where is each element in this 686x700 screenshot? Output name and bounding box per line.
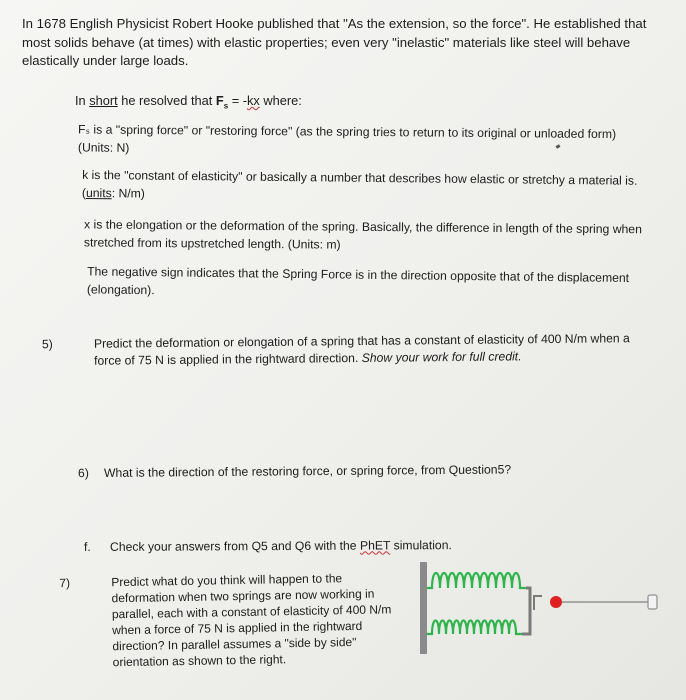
in-short-middle: he resolved that xyxy=(117,93,216,108)
check-answers-item xyxy=(84,537,484,556)
formula-lhs: $F_s$ xyxy=(215,93,229,111)
q6-text: What is the direction of the restoring force, or spring force, from Question5? xyxy=(103,462,512,480)
def-elongation-x: x is the elongation or the deformation of the spring. Basically, the difference in length of the spring when stretched from its upstretched length. (Units: m) xyxy=(83,217,642,252)
rod-handle[interactable] xyxy=(648,595,657,609)
q7-number: 7) xyxy=(59,575,71,591)
f-label: f. xyxy=(83,540,91,555)
fs-text: Fₛ is a "spring force" or "restoring force" (as the spring tries to return to its original or unloaded form) xyxy=(78,122,617,142)
question-5 xyxy=(41,330,648,370)
formula-eq: = - xyxy=(228,93,247,108)
parallel-springs-diagram xyxy=(418,558,668,658)
question-7 xyxy=(59,569,397,670)
f-text-before: Check your answers from Q5 and Q6 with the xyxy=(109,538,360,554)
in-short-statement xyxy=(75,92,302,116)
intro-paragraph: In 1678 English Physicist Robert Hooke published that "As the extension, so the force". He established that most solids behave (at times) with elastic properties; even very "inelastic" materials like steel will behave elastically under large loads. xyxy=(22,16,647,68)
q6-number: 6) xyxy=(77,466,89,481)
spring-top xyxy=(427,573,526,588)
k-text: k is the "constant of elasticity" or basically a number that describes how elastic or stretchy a material is. xyxy=(82,167,638,188)
pull-knob[interactable] xyxy=(550,596,562,608)
wall xyxy=(420,562,427,654)
in-short-suffix: where: xyxy=(259,93,302,108)
f-text-after: simulation. xyxy=(390,538,452,553)
def-constant-k xyxy=(82,167,672,208)
short-word: short xyxy=(89,93,118,108)
q5-number: 5) xyxy=(41,337,53,352)
q5-emphasis: Show your work for full credit. xyxy=(361,349,522,365)
k-units: (units: N/m) xyxy=(81,185,145,201)
def-spring-force xyxy=(78,121,668,161)
in-short-prefix: In xyxy=(75,93,90,108)
question-6 xyxy=(78,461,578,482)
spring-bottom xyxy=(427,621,522,635)
fs-units: (Units: N) xyxy=(77,139,130,155)
q7-text: Predict what do you think will happen to the deformation when two springs are now working in parallel, each with a constant of elasticity of 400 N/m when a force of 75 N is applied in the rightward direction? In parallel assumes a "side by side" orientation as shown to the right. xyxy=(111,571,392,670)
q5-text: Predict the deformation or elongation of a spring that has a constant of elasticity of 400 N/m when a force of 75 N is applied in the rightward direction. xyxy=(93,331,630,368)
connector-bar xyxy=(522,588,530,634)
bracket xyxy=(534,596,542,610)
formula-kx: kx xyxy=(247,93,260,108)
phet-link[interactable]: PhET xyxy=(359,538,391,553)
def-negative-sign: The negative sign indicates that the Spring Force is in the direction opposite that of the displacement (elongation). xyxy=(86,264,630,297)
